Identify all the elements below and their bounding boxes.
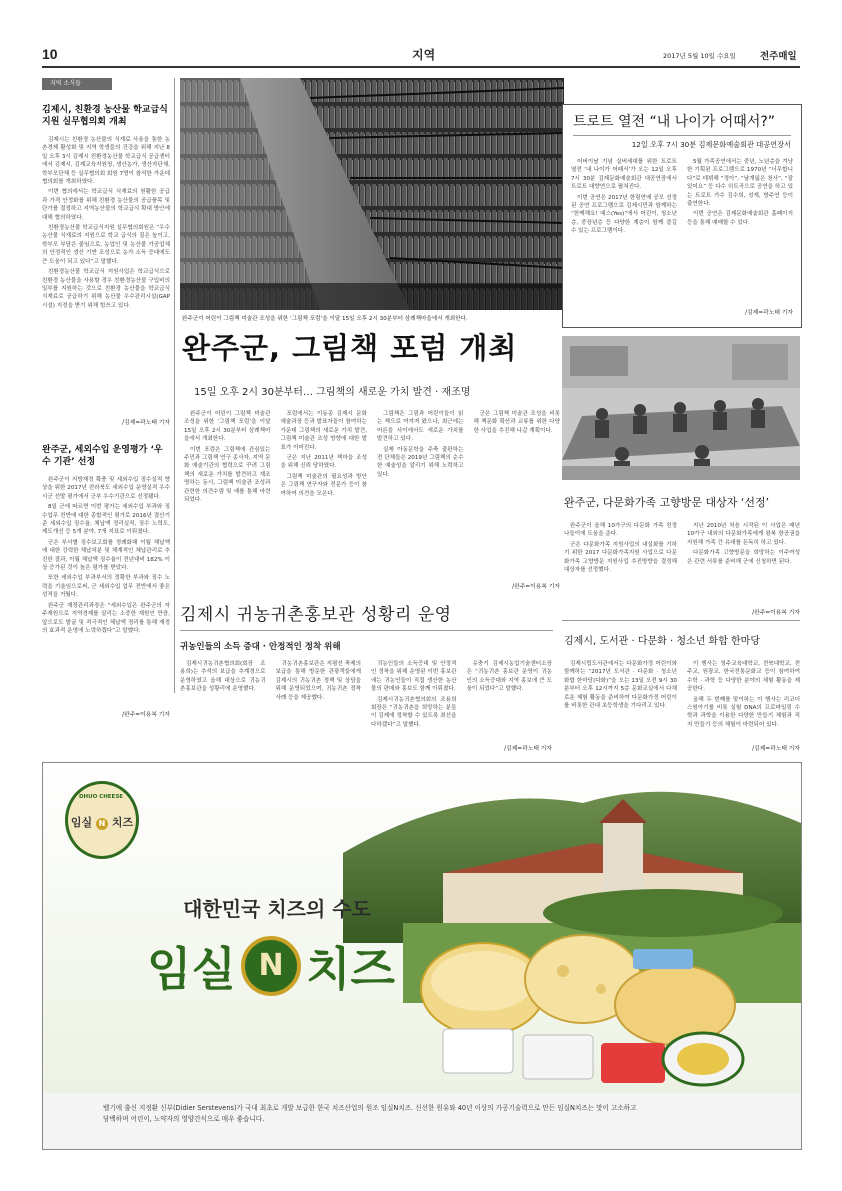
story2-body bbox=[42, 476, 170, 708]
paragraph: 군은 부서별 징수보고회를 정례화해 이월 체납액에 대한 강력한 체납처분 및 체계적인 체납관리로 추진한 결과, 이월 체납액 징수율이 전년대비 182% 이상 증가된 것이 높은 평가를 받았다. bbox=[42, 539, 170, 572]
paragraph: 또한 세외수입 부과부서의 정확한 부과와 징수 노력을 기울임으로써, 군 세외수입 업무 전반에서 좋은 성적을 거뒀다. bbox=[42, 575, 170, 599]
trot-box bbox=[562, 104, 802, 328]
section-tag bbox=[42, 78, 112, 90]
wordmark-n-mark: N bbox=[241, 936, 301, 996]
brand-left: 임실 bbox=[70, 816, 93, 829]
paragraph: 5월 가족공연에서는 중년, 노년층을 겨냥한 기획된 프로그램으로 1970년 “너무합니다”로 데뷔해 “정아”, “날개잃은 천사”, “잘 있어요” 등 다수 히트곡으로 공연을 하고 있는 트로트 가수 김수희, 성재, 방주연 등이 출연한다. bbox=[687, 159, 793, 208]
story1-body bbox=[42, 136, 170, 416]
section-name: 지역 bbox=[412, 48, 436, 62]
feature-headline: 완주군, 그림책 포럼 개최 bbox=[182, 331, 518, 365]
paragraph: 김제시귀농귀촌협의회(회장 조용희)는 추석의 보급을 추계경으로 운영하였고 올해 대상으로 귀농귀촌홍보관을 성황리에 운영했다. bbox=[180, 661, 266, 693]
reporter: /김제=곽노태 기자 bbox=[745, 310, 793, 316]
wordmark-right: 치즈 bbox=[306, 942, 395, 996]
trot-body bbox=[571, 158, 793, 306]
brand-right: 치즈 bbox=[111, 816, 134, 829]
paragraph: 김제시는 친환경 농산물의 식재료 사용을 통한 농촌경제 활성화 및 지역 학생들의 건강을 위해 지난 8일 오후 3시 김제시 친환경농산물 학교급식 공급센터에서 김제시, 김제교육지원청, 생산농가, 생산자단체, 학부모단체 등 실무협의회 회원 7명이 참석한 가운데 협의회를 개최하였다. bbox=[42, 137, 170, 186]
gimje-subhead: 귀농인들의 소득 증대 · 안정적인 정착 위해 bbox=[180, 642, 341, 652]
issue-date: 2017년 5월 10일 수요일 bbox=[663, 52, 736, 60]
brand-badge: DHUO CHEESE bbox=[78, 794, 124, 800]
paragraph: 군은 다문화가족 지원사업의 내실화를 기하기 위한 2017 다문화가족지원 사업으로 다문화가족 고향방문 지원사업 추진방향을 결정해 대상자를 선정했다. bbox=[564, 541, 677, 574]
multicultural-body bbox=[564, 522, 800, 614]
brand-logo bbox=[65, 781, 139, 859]
paragraph: 완주군이 어린이 그림책 미술관 조성을 위한 ‘그림책 포럼’을 이달 15일 오후 2시 30분부터 삼례책마을에서 개최한다. bbox=[184, 411, 271, 443]
paragraph: 유충기 김제시농업기술센터소장은 “귀농귀촌 홍보관 운영이 귀농인의 소득증대와 지역 홍보에 큰 도움이 되었다”고 말했다. bbox=[466, 661, 552, 693]
paragraph: 완주군 재정관리과장은 “세외수입은 완주군의 자주재원으로 지역경제를 살리는 소중한 재원인 만큼, 앞으로도 발굴 및 적극적인 체납액 정리를 통해 재정의 효과적 운영에 노력하겠다”고 말했다. bbox=[42, 602, 170, 634]
paragraph: 귀농귀촌홍보관은 지평선 축제의 보급을 통해 방문한 관광객들에게 김제시의 귀농귀촌 정책 및 상담을 위해 운영되었으며, 귀농귀촌 정착 사례 등을 제공했다. bbox=[275, 661, 361, 701]
library-body bbox=[564, 660, 800, 744]
reporter: /김제=곽노태 기자 bbox=[122, 420, 170, 426]
page-header bbox=[42, 42, 800, 64]
headline-story1: 김제시, 친환경 농산물 학교급식지원 실무협의회 개최 bbox=[42, 105, 168, 127]
reporter: /김제=곽노태 기자 bbox=[504, 746, 552, 752]
cheese-products bbox=[413, 909, 753, 1099]
paragraph: 귀농인들의 소득증대 및 안정적인 정착을 위해 운영된 이번 홍보관에는 귀농인들이 직접 생산한 농산물의 판매와 홍보도 함께 이뤄졌다. bbox=[371, 661, 457, 693]
reporter: /완주=이용복 기자 bbox=[122, 712, 170, 718]
paragraph: 이번 협의에서는 학교급식 식재료의 원활한 공급과 가격 안정화를 위해 친환경 농산물의 공급품목 및 단가를 결정하고 지역농산물의 학교급식 확대 방안에 대해 협의하였다. bbox=[42, 189, 170, 221]
reporter: /김제=곽노태 기자 bbox=[752, 746, 800, 752]
paragraph: 올해 두 번째를 맞이하는 이 행사는 리코더스윙아기를 비롯 실험 DNA의 프로파일링 수학과 과학을 이용한 다양한 만들기 체험과 직지 만들기 등의 체험이 마련되어 있다. bbox=[687, 696, 800, 728]
paragraph: 그림책은 그림과 어린이들이 읽는 책으로 여겨져 왔으나, 최근에는 어른들 사이에서도 새로운 가치를 발견하고 있다. bbox=[377, 411, 464, 443]
newspaper-name: 전주매일 bbox=[760, 51, 797, 62]
paragraph: 이번 공연은 김제문화예술회관 홈페이지 등을 통해 예매할 수 있다. bbox=[687, 211, 793, 226]
trot-headline: 트로트 열전 “내 나이가 어때서?” bbox=[573, 114, 776, 130]
feature-subhead: 15일 오후 2시 30분부터… 그림책의 새로운 가치 발견 · 재조명 bbox=[194, 387, 471, 398]
bookshelf-photo bbox=[180, 78, 564, 310]
paragraph: 군은 지난 2011년 책마을 조성을 위해 신뢰 당하였다. bbox=[280, 455, 367, 470]
headline-story2: 완주군, 세외수입 운영평가 ‘우수 기관’ 선정 bbox=[42, 445, 163, 467]
library-rule-top bbox=[562, 620, 800, 621]
paragraph: 김제시귀농귀촌협의회의 조용희 회장은 “귀농귀촌을 희망하는 분들이 김제에 정착할 수 있도록 최선을 다하겠다”고 말했다. bbox=[371, 696, 457, 728]
paragraph: 김제시립도서관에서는 다문화가정 어린이와 함께하는 “2017년 도서관 · 다문화 · 청소년 화합 한마당(다화)”을 오는 13일 오전 9시 30분부터 오후 12시까지 5층 문화교실에서 다채로운 체험 활동을 준비하여 다문화가정 어린이를 비롯한 관내 초등학생을 기다리고 있다. bbox=[564, 661, 677, 710]
wordmark-left: 임실 bbox=[147, 942, 236, 996]
brand-logo-text bbox=[68, 814, 136, 830]
header-rule bbox=[42, 66, 800, 68]
meeting-illustration bbox=[562, 336, 800, 480]
paragraph: 친환경농산물 학교급식 지원사업은 학교급식으로 친환경 농산물을 사용할 경우 친환경농산물 구입비의 일부를 지원하는 것으로 친환경 농산물을 학교급식 식재료로 공급하기 위해 농산물 우수관리시설(GAP시설) 지정을 받기 위해 힘쓰고 있다. bbox=[42, 269, 170, 309]
gimje-rule bbox=[180, 630, 553, 631]
multicultural-headline: 완주군, 다문화가족 고향방문 대상자 ‘선정’ bbox=[564, 496, 770, 509]
paragraph: 완주군이 지방재정 확충 및 세외수입 징수실적 향상을 위한 2017년 전라북도 세외수입 운영실적 우수시군 선발 평가에서 군부 우수기관으로 선정됐다. bbox=[42, 477, 170, 500]
brand-n-mark: N bbox=[96, 818, 108, 830]
page-number: 10 bbox=[42, 46, 58, 62]
paragraph: 이번 포럼은 그림책에 관심있는 주민과 그림책 연구 종사자, 지역 문화 예술기관의 협력으로 꾸려 그림책의 새로운 가치를 발견하고 재조명하는 동시, 그림책 미술관 조성과 관련한 의견수렴 및 예를 통해 마련되었다. bbox=[184, 446, 271, 504]
paragraph: 지난 2010년 처음 시작된 이 사업은 매년 10가구 내외의 다문화가족에게 왕복 항공권을 지원해 가족 간 유대를 돈독히 하고 있다. bbox=[687, 523, 800, 546]
meeting-photo bbox=[562, 336, 800, 480]
paragraph: 다문화가족 고향방문을 희망하는 이주여성은 관련 서류를 준비해 군에 신청하면 된다. bbox=[687, 550, 800, 565]
photo-caption: 완주군이 어린이 그림책 미술관 조성을 위한 ‘그림책 포럼’을 이달 15일 오후 2시 30분부터 삼례책마을에서 개최한다. bbox=[182, 316, 468, 322]
sidebar-divider bbox=[174, 78, 175, 693]
reporter: /완주=이용복 기자 bbox=[512, 584, 560, 590]
paragraph: 완주군이 올해 10가구의 다문화 가족 친정나들이에 도움을 준다. bbox=[564, 523, 677, 538]
library-headline: 김제시, 도서관 · 다문화 · 청소년 화합 한마당 bbox=[564, 636, 761, 647]
cheese-ad bbox=[42, 762, 802, 1150]
ad-wordmark bbox=[121, 933, 421, 1003]
ad-footer bbox=[103, 1103, 663, 1125]
paragraph: 이 행사는 청주교육대학교, 전북대학교, 전주교, 원광교, 한국전통문화교 등이 참여하여 수학 · 과학 등 다양한 분야의 체험 활동을 제공한다. bbox=[687, 661, 800, 693]
sidebar bbox=[42, 78, 170, 718]
gimje-body bbox=[180, 660, 552, 744]
gimje-headline: 김제시 귀농귀촌홍보관 성황리 운영 bbox=[180, 605, 452, 625]
paragraph: 8일 군에 따르면 이번 평가는 세외수입 부과와 징수업무 전반에 대한 종합적인 평가로 2016년 결산기준 세외수입 징수율, 체납액 정리실적, 징수 노력도, 제도개선 등 5개 분야, 7개 지표로 이뤄졌다. bbox=[42, 504, 170, 536]
feature-body bbox=[184, 410, 560, 582]
bookshelf-illustration bbox=[180, 78, 564, 310]
paragraph: 어버이날 기념 실버세대를 위한 트로트 열전 ‘내 나이가 어때서’가 오는 12일 오후 7시 30분 김제문화예술회관 대공연장에서 트로트 대향연으로 펼쳐진다. bbox=[571, 159, 677, 191]
ad-tagline: 대한민국 치즈의 수도 bbox=[183, 897, 371, 921]
ad-footer-line1: 벨기에 출신 지정환 신부(Didier Serstevens)가 국내 최초로 개발 보급한 한국 치즈산업의 원조 임실N치즈. 신선한 원유와 40년 이상의 가공기술력으로 만든 임실N치즈는 맛이 고소하고 bbox=[103, 1104, 637, 1112]
ad-footer-line2: 담백하며 어린이, 노약자의 영양간식으로 매우 좋습니다. bbox=[103, 1115, 265, 1123]
paragraph: 실제 아동문학을 주축 출판하는 전 단체들은 2019년 그림책의 순수한 예술성을 알리기 위해 노력하고 있다. bbox=[377, 446, 464, 478]
paragraph: 포럼에서는 이동종 김제시 문화 예술과장 등과 발표자들이 참여하는 가운데 그림책의 새로운 가치 발견, 그림책 미술관 조성 방향에 대한 발표가 이어진다. bbox=[280, 411, 367, 451]
paragraph: 군은 그림책 미술관 조성을 비롯해 책문화 확산과 교류를 위한 다양한 사업을 추진해 나갈 계획이다. bbox=[473, 411, 560, 434]
section-tag-label: 지역 소식들 bbox=[50, 80, 81, 87]
paragraph: 친환경농산물 학교급식지원 실무협의회원은 “우수농산물 식재료의 지원으로 학교 급식의 질은 높이고, 학부모 부담은 줄임으로, 농업인 및 농산물 가공업체의 안정적인 생산 기반 조성으로 농가 소득 증대에도 큰 도움이 되고 있다”고 말했다. bbox=[42, 225, 170, 265]
reporter: /완주=이용복 기자 bbox=[752, 610, 800, 616]
paragraph: 그림책 미술관의 필요성과 방안은 그림책 연구자와 전문가 등이 참여하여 의견을 모은다. bbox=[280, 473, 367, 497]
trot-subhead: 12일 오후 7시 30분 김제문화예술회관 대공연장서 bbox=[631, 140, 791, 149]
paragraph: 이번 공연은 2017년 한림연예 공모 선정된 공연 프로그램으로 김제시민과 함께하는 “한께해요! 예스(Yes)”에서 어린이, 청소년층, 중장년층 등 다양한 계층이 함께 즐길 수 있는 프로그램이다. bbox=[571, 194, 677, 235]
